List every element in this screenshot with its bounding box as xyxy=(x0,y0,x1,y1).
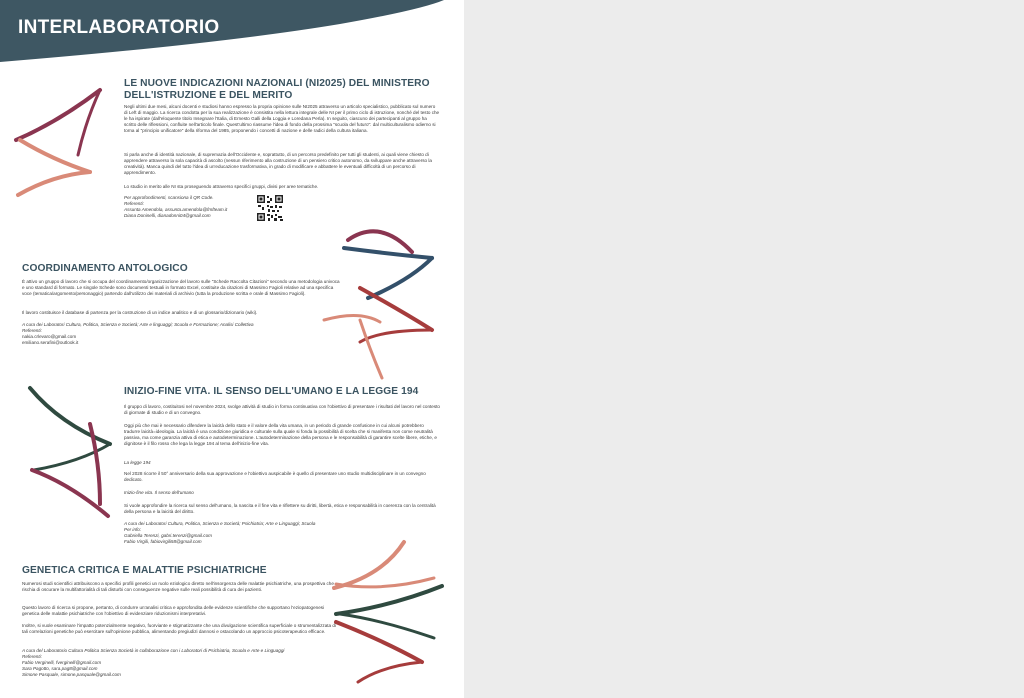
qr-code-icon[interactable] xyxy=(256,194,284,222)
genetica-referents: A cura del Laboratorio Cultura Politica Scienza Società in collaborazione con i Laboratori di Psichiatria, Scuola e Arte e Linguaggi Referenti: Fabio Verginelli, fverginelli@gmail.com Sara Pagotto, sara.pag8@gmail.com Simone Pasquale, simone.pasquale@gmail.com xyxy=(22,648,285,677)
genetica-paragraph-3: Inoltre, si vuole esaminare l'impatto potenzialmente negativo, fuorviante e stigmatizzante che una divulgazione scientifica superficiale o strumentalizzata di tali correlazioni genetiche può esercitare sull'opinione pubblica, alimentando pregiudizi dannosi e ostacolando un approccio psicoterapeutico efficace. xyxy=(22,623,336,634)
indicazioni-paragraph-2: Si parla anche di identità nazionale, di supremazia dell'Occidente e, soprattutto, di un percorso predefinito per tutti gli studenti, ai quali viene chiesto di apprendere attraverso la sola capacità di ascolto (nessun riferimento alla costruzione di un pensiero critico autonomo, da sviluppare anche attraverso la creatività). Manca quindi del tutto l'idea di un'educazione trasformativa, in grado di modificare e abbattere le eventuali difficoltà di un percorso di apprendimento. xyxy=(124,152,432,175)
fine-vita-paragraph-2: Oggi più che mai è necessario difendere la laicità dello stato e il valore della vita umana, in un periodo di grande confusione in cui alcuni potrebbero tradurre laicità=ideologia. La laicità è una condizione giuridica e culturale sulla quale si fonda la possibilità di scelta che si manifesta non come neutralità passiva, ma come garanzia attiva di etica e autodeterminazione. L'autodeterminazione della persona e le responsabilità di garantire scelte libere, etiche, e dignitose è il filo rosso che lega la legge 194 al tema dell'inizio-fine vita. xyxy=(124,423,437,446)
fine-vita-subtitle-legge: La legge 194 xyxy=(124,460,151,465)
page-title: INTERLABORATORIO xyxy=(18,17,220,38)
genetica-paragraph-2: Questo lavoro di ricerca si propone, pertanto, di condurre un'analisi critica e approfondita delle evidenze scientifiche che supportano l'eziopatogenesi genetica delle malattie psichiatriche con l'obiettivo di evidenziare riduzionismi interpretativi. xyxy=(22,605,325,616)
section-title-genetica: GENETICA CRITICA E MALATTIE PSICHIATRICHE xyxy=(22,565,267,576)
indicazioni-paragraph-1: Negli ultimi due mesi, alcuni docenti e studiosi hanno espresso la propria opinione sulle NI2025 attraverso un articolo specialistico, pubblicato sul numero di Left di maggio. La ricerca condotta per la sua realizzazione è consistita nella lettura integrale delle NI per il primo ciclo di istruzione, nonché del testo che le ha ispirate (dall'eloquente titolo Insegnare l'Italia, di Ernesto Galli della Loggia e Loredana Perla). In seguito, ciascuno dei partecipanti al gruppo ha scritto delle riflessioni, confluite nell'articolo finale. Quest'ultimo riassume l'idea di fondo della prossima "scuola del futuro": dal multiculturalismo odierno si torna al "principio unificatore" della riforma del 1985, proponendo i concetti di nazione e delle radici della cultura italiana. xyxy=(124,104,440,133)
coordinamento-paragraph-2: Il lavoro costituisce il database di partenza per la costruzione di un indice analitico e di un glossario/dizionario (wiki). xyxy=(22,310,258,315)
coordinamento-referents-label: Referenti: xyxy=(22,328,42,333)
brush-strokes-bottom-right xyxy=(322,536,448,686)
fine-vita-paragraph-3: Nel 2028 ricorre il 50° anniversario della sua approvazione e l'obiettivo auspicabile è quello di presentare uno studio multidisciplinare in un convegno dedicato. xyxy=(124,471,426,482)
section-title-coordinamento: COORDINAMENTO ANTOLOGICO xyxy=(22,263,188,274)
coordinamento-credit: A cura dei Laboratori Cultura, Politica, Scienza e Società; Arte e linguaggi; Scuola e Formazione; Analisi Collettiva xyxy=(22,322,254,327)
genetica-paragraph-1: Numerosi studi scientifici attribuiscono a specifici profili genetici un ruolo eziologico diretto nell'insorgenza delle malattie psichiatriche, una prospettiva che rischia di oscurare la multifattorialità di tali disturbi con conseguenze negative sulle reali possibilità di cura dei pazienti. xyxy=(22,581,334,592)
indicazioni-referents: Per approfondimenti, scansiona il QR Code. Referenti: Assunta Amendola, assunta.amendola@fmfteam.it Diana Doninelli, dianadonni04@gmail.com xyxy=(124,195,228,218)
fine-vita-subtitle-senso: Inizio-fine vita. Il senso dell'umano xyxy=(124,490,194,495)
coordinamento-emails: nakia.crlevaro@gmail.com emiliano.serafini@outlook.it xyxy=(22,334,79,345)
fine-vita-paragraph-1: Il gruppo di lavoro, costituitosi nel novembre 2024, svolge attività di studio in forma continuativa con l'obiettivo di presentare i risultati del lavoro nel contesto di giornate di studio e di un convegno. xyxy=(124,404,440,415)
document-page xyxy=(0,0,464,698)
fine-vita-referents: A cura dei Laboratori Cultura, Politica, Scienza e Società; Psichiatria; Arte e Linguaggi; Scuola Per info: Gabriella Terenzi, gabri.terenzi@gmail.com Fabio Virgili, fabiovirgili58@gmail.com xyxy=(124,521,316,544)
coordinamento-paragraph-1: È attivo un gruppo di lavoro che si occupa del coordinamento/organizzazione del lavoro sulle "Schede Raccolta Citazioni" secondo una metodologia univoca e uno standard di formato. Le singole Schede sono documenti testuali in formato Excel, costituite da citazioni di Massimo Fagioli relative ad una specifica voce (tematica/argomento/personaggio) partendo dall'utilizzo dei materiali di archivio (tutta la produzione scritta e orale di Massimo Fagioli). xyxy=(22,279,340,296)
section-title-fine-vita: INIZIO-FINE VITA. IL SENSO DELL'UMANO E LA LEGGE 194 xyxy=(124,386,419,397)
section-title-indicazioni: LE NUOVE INDICAZIONI NAZIONALI (NI2025) DEL MINISTERO DELL'ISTRUZIONE E DEL MERITO xyxy=(124,78,430,101)
fine-vita-paragraph-4: Si vuole approfondire la ricerca sul senso dell'umano, la nascita e il fine vita e riflettere su diritti, libertà, etica e responsabilità in coerenza con la centralità della persona e la laicità del diritto. xyxy=(124,503,436,514)
brush-strokes-lower-left xyxy=(20,384,120,524)
brush-strokes-top-left xyxy=(8,80,120,200)
indicazioni-paragraph-3: Lo studio in merito alle NI sta proseguendo attraverso specifici gruppi, divisi per aree tematiche. xyxy=(124,184,319,189)
brush-strokes-middle-right xyxy=(320,210,444,380)
